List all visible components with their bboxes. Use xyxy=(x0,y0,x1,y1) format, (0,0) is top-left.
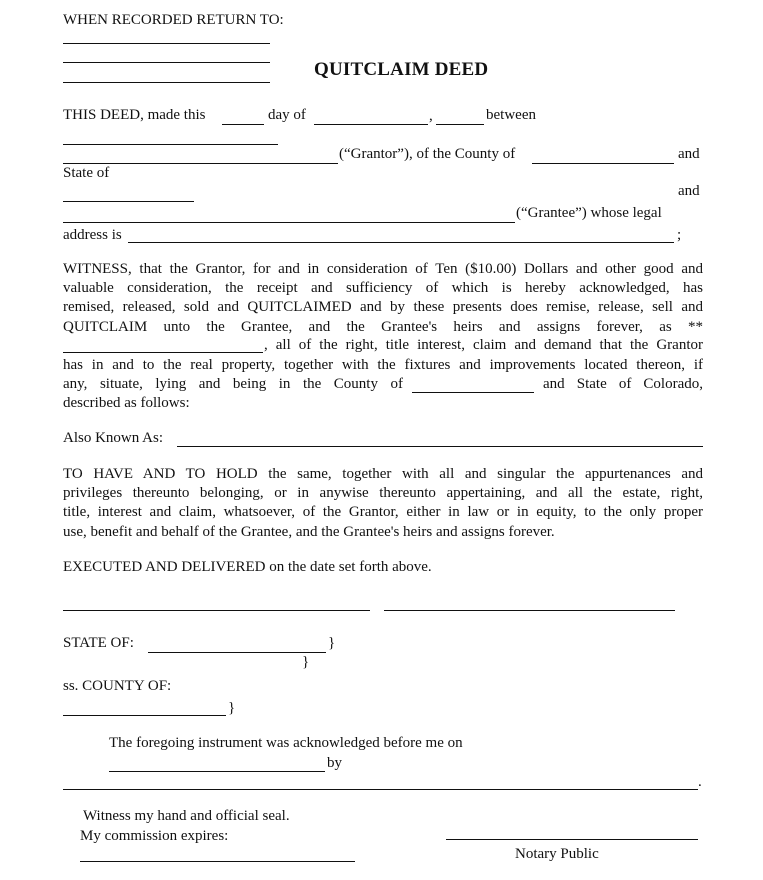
witness-line-2: valuable consideration, the receipt and sufficiency of which is hereby acknowledged, has xyxy=(63,280,703,297)
return-line-2[interactable] xyxy=(63,62,270,63)
habendum-line-4: use, benefit and behalf of the Grantee, and the Grantee's heirs and assigns forever. xyxy=(63,523,555,540)
witness-line-1: WITNESS, that the Grantor, for and in consideration of Ten ($10.00) Dollars and other good and xyxy=(63,261,703,277)
grantee-blank[interactable] xyxy=(63,222,515,223)
also-known-as-label: Also Known As: xyxy=(63,430,164,446)
commission-blank[interactable] xyxy=(80,861,355,862)
address-is-label: address is xyxy=(63,227,122,243)
month-blank[interactable] xyxy=(314,124,428,125)
county-blank[interactable] xyxy=(412,392,534,393)
grantor-signature-line-2[interactable] xyxy=(384,610,675,611)
this-deed-label: THIS DEED, made this xyxy=(63,107,206,123)
acknowledged-date-blank[interactable] xyxy=(109,771,325,772)
commission-label: My commission expires: xyxy=(80,828,229,844)
year-blank[interactable] xyxy=(436,124,484,125)
witness-paragraph-cont xyxy=(63,356,703,375)
also-known-as-blank[interactable] xyxy=(177,446,703,447)
between-label: between xyxy=(486,107,536,123)
grantee-label: (“Grantee”) whose legal xyxy=(516,205,662,221)
habendum-line-1: TO HAVE AND TO HOLD the same, together with all and singular the appurtenances and xyxy=(63,466,703,482)
grantor-county-blank[interactable] xyxy=(532,163,674,164)
grantor-county-label: (“Grantor”), of the County of xyxy=(339,146,516,162)
document-title: QUITCLAIM DEED xyxy=(314,59,489,80)
habendum-paragraph xyxy=(63,465,703,542)
grantor-signature-line-1[interactable] xyxy=(63,610,370,611)
notary-state-label: STATE OF: xyxy=(63,635,134,651)
grantor-blank-2[interactable] xyxy=(63,163,338,164)
witness-line-7: any, situate, lying and being in the County of xyxy=(63,376,403,392)
state-blank[interactable] xyxy=(63,201,194,202)
comma: , xyxy=(429,108,433,124)
conveyance-blank[interactable] xyxy=(63,352,263,353)
and-label-2: and xyxy=(678,183,700,199)
witness-paragraph xyxy=(63,260,703,337)
state-of-label: State of xyxy=(63,165,110,181)
notary-county-blank[interactable] xyxy=(63,715,226,716)
return-line-3[interactable] xyxy=(63,82,270,83)
witness-line-6: has in and to the real property, together with the fixtures and improvements located thereon, if xyxy=(63,357,703,373)
address-blank[interactable] xyxy=(128,242,674,243)
semicolon: ; xyxy=(677,227,682,243)
notary-county-label: ss. COUNTY OF: xyxy=(63,678,172,694)
habendum-line-3: title, interest and claim, whatsoever, of the Grantor, either in law or in equity, to the only proper xyxy=(63,504,703,521)
witness-line-5: , all of the right, title interest, claim and demand that the Grantor xyxy=(264,337,703,353)
notary-signature-line[interactable] xyxy=(446,839,698,840)
notary-public-label: Notary Public xyxy=(515,846,599,862)
acknowledged-text: The foregoing instrument was acknowledged before me on xyxy=(109,735,463,751)
brace-3: } xyxy=(228,700,236,716)
witness-line-8: and State of Colorado, xyxy=(543,376,703,392)
witness-seal-text: Witness my hand and official seal. xyxy=(83,808,290,824)
executed-line xyxy=(63,559,432,576)
grantor-blank-1[interactable] xyxy=(63,144,278,145)
witness-line-9: described as follows: xyxy=(63,395,190,411)
executed-suffix: on the date set forth above. xyxy=(269,559,432,575)
brace-1: } xyxy=(328,635,336,651)
executed-label: EXECUTED AND DELIVERED xyxy=(63,559,266,575)
day-of-label: day of xyxy=(268,107,306,123)
return-to-label: WHEN RECORDED RETURN TO: xyxy=(63,12,284,28)
period: . xyxy=(698,774,702,790)
acknowledged-by-blank[interactable] xyxy=(63,789,698,790)
notary-state-blank[interactable] xyxy=(148,652,326,653)
day-blank[interactable] xyxy=(222,124,264,125)
witness-line-4: QUITCLAIM unto the Grantee, and the Grantee's heirs and assigns forever, as ** xyxy=(63,318,703,335)
habendum-line-2: privileges thereunto belonging, or in anywise thereunto appertaining, and all the estate, right, xyxy=(63,485,703,502)
brace-2: } xyxy=(302,654,310,670)
witness-line-3: remised, released, sold and QUITCLAIMED and by these presents does remise, release, sell and xyxy=(63,299,703,316)
and-label-1: and xyxy=(678,146,700,162)
by-label: by xyxy=(327,755,342,771)
return-line-1[interactable] xyxy=(63,43,270,44)
